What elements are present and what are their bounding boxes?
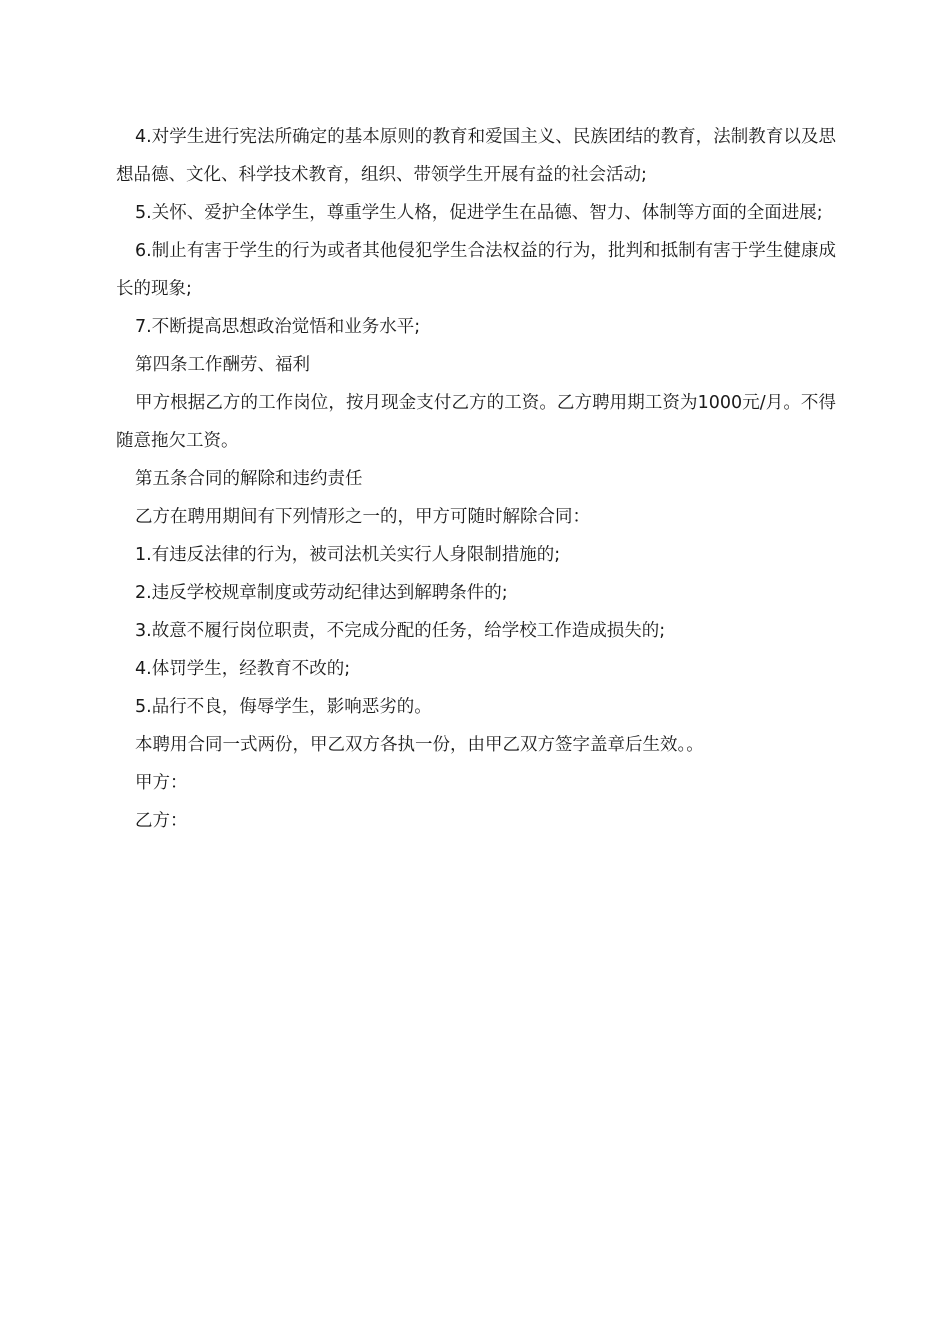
clause-item-7: 7.不断提高思想政治觉悟和业务水平;: [135, 317, 421, 337]
article-4-heading: 第四条工作酬劳、福利: [135, 355, 310, 375]
clause-item-5: 5.关怀、爱护全体学生，尊重学生人格，促进学生在品德、智力、体制等方面的全面进展;: [135, 203, 823, 223]
termination-item-5: 5.品行不良，侮辱学生，影响恶劣的。: [135, 697, 432, 717]
termination-item-3: 3.故意不履行岗位职责，不完成分配的任务，给学校工作造成损失的;: [135, 621, 666, 641]
termination-item-2: 2.违反学校规章制度或劳动纪律达到解聘条件的;: [135, 583, 508, 603]
article-5-heading: 第五条合同的解除和违约责任: [135, 469, 363, 489]
document-body: [116, 118, 836, 840]
party-b-signature-line: 乙方：: [135, 811, 188, 831]
termination-item-4: 4.体罚学生，经教育不改的;: [135, 659, 351, 679]
salary-paragraph: 甲方根据乙方的工作岗位，按月现金支付乙方的工资。乙方聘用期工资为1000元/月。不得随意拖欠工资。: [116, 393, 836, 451]
contract-copies-statement: 本聘用合同一式两份，甲乙双方各执一份，由甲乙双方签字盖章后生效。。: [135, 735, 704, 755]
clause-item-4: 4.对学生进行宪法所确定的基本原则的教育和爱国主义、民族团结的教育，法制教育以及思想品德、文化、科学技术教育，组织、带领学生开展有益的社会活动;: [116, 127, 836, 185]
clause-item-6: 6.制止有害于学生的行为或者其他侵犯学生合法权益的行为，批判和抵制有害于学生健康成长的现象;: [116, 241, 836, 299]
termination-intro: 乙方在聘用期间有下列情形之一的，甲方可随时解除合同：: [135, 507, 590, 527]
termination-item-1: 1.有违反法律的行为，被司法机关实行人身限制措施的;: [135, 545, 561, 565]
party-a-signature-line: 甲方：: [135, 773, 188, 793]
